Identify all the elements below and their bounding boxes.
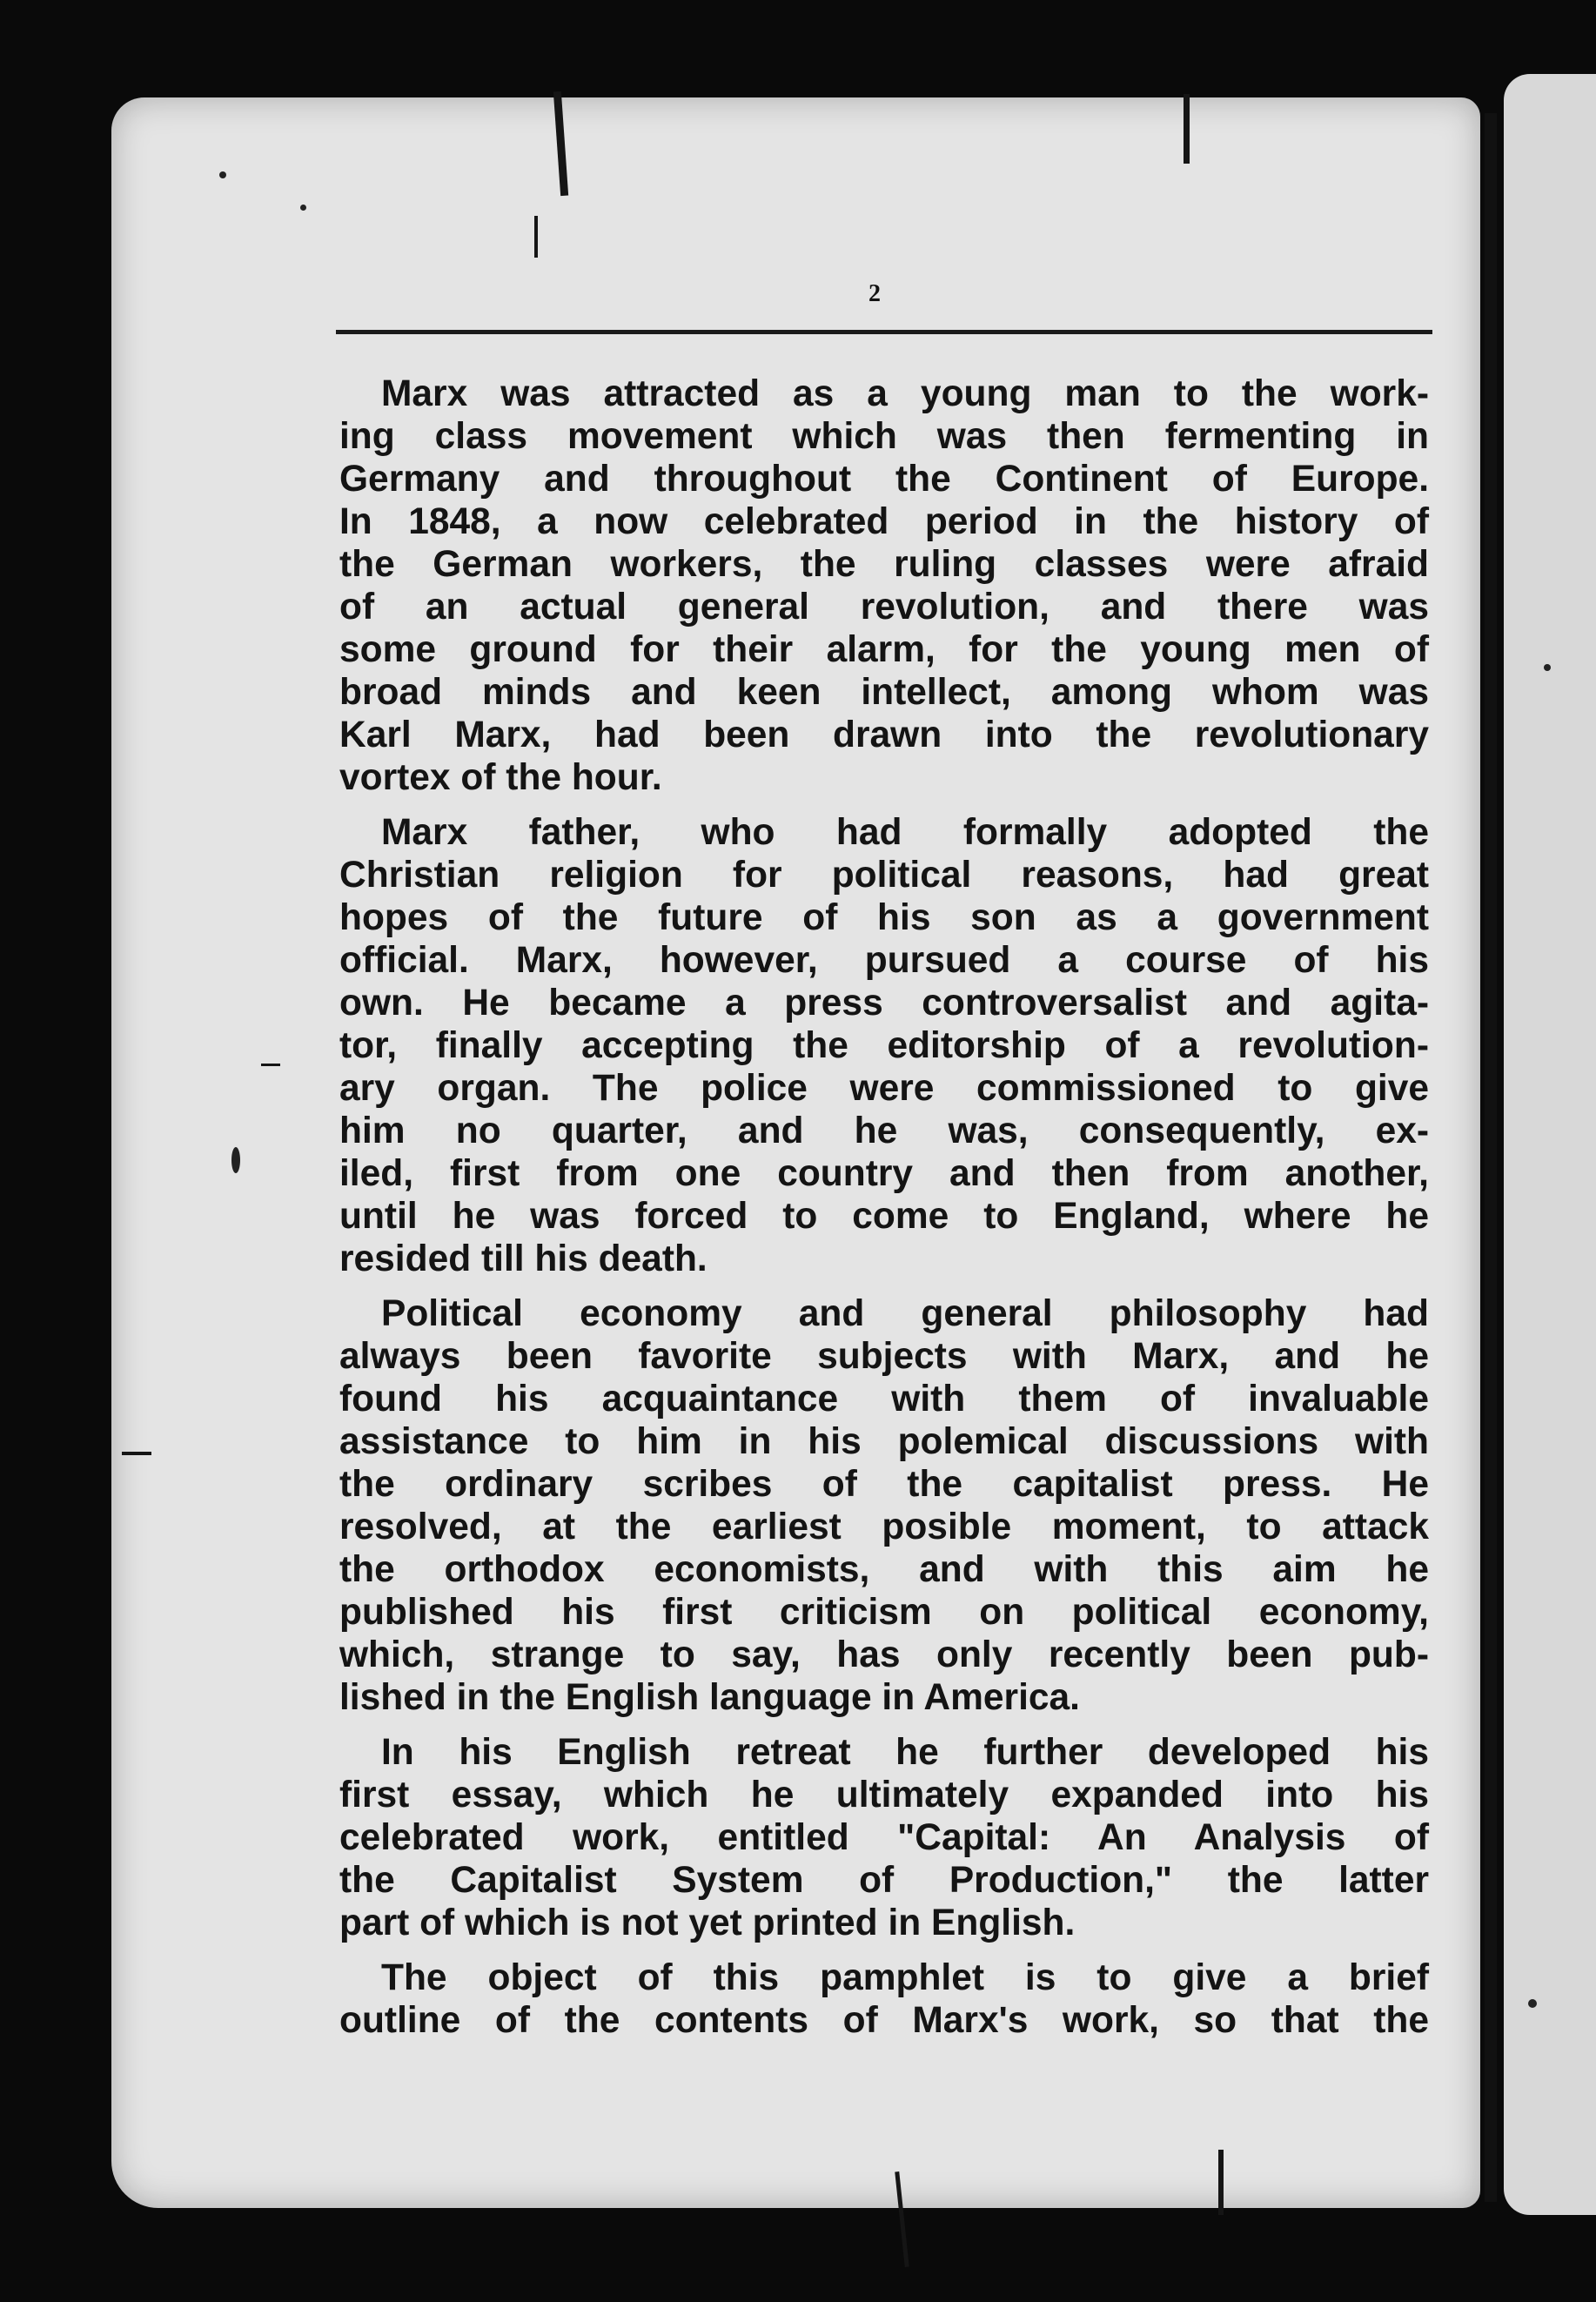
text-line: celebrated work, entitled "Capital: An Analysis of bbox=[339, 1817, 1429, 1858]
paragraph bbox=[339, 1292, 1429, 1719]
text-line: assistance to him in his polemical discussions with bbox=[339, 1421, 1429, 1462]
text-line: which, strange to say, has only recently been pub- bbox=[339, 1634, 1429, 1675]
text-line: hopes of the future of his son as a government bbox=[339, 897, 1429, 938]
paragraph bbox=[339, 1731, 1429, 1944]
text-line: The object of this pamphlet is to give a brief bbox=[381, 1957, 1429, 1998]
ink-speck bbox=[1544, 664, 1551, 671]
text-line: ing class movement which was then fermenting in bbox=[339, 416, 1429, 457]
ink-speck bbox=[231, 1147, 240, 1173]
text-line: always been favorite subjects with Marx, and he bbox=[339, 1336, 1429, 1377]
text-line: Marx was attracted as a young man to the work- bbox=[381, 373, 1429, 414]
text-line: resided till his death. bbox=[339, 1238, 707, 1279]
ink-speck bbox=[300, 205, 306, 211]
scan-mark bbox=[1218, 2150, 1224, 2215]
text-line: In 1848, a now celebrated period in the history of bbox=[339, 501, 1429, 542]
scan-mark bbox=[534, 216, 538, 258]
adjacent-page-edge bbox=[1504, 74, 1596, 2215]
text-line: ary organ. The police were commissioned to give bbox=[339, 1068, 1429, 1109]
paragraph bbox=[339, 811, 1429, 1280]
text-line: Marx father, who had formally adopted the bbox=[381, 812, 1429, 853]
text-line: vortex of the hour. bbox=[339, 757, 662, 798]
scan-mark bbox=[1184, 94, 1190, 164]
text-line: official. Marx, however, pursued a course of his bbox=[339, 940, 1429, 981]
scan-mark bbox=[261, 1064, 280, 1066]
text-line: Christian religion for political reasons, had great bbox=[339, 855, 1429, 896]
text-line: published his first criticism on political economy, bbox=[339, 1592, 1429, 1633]
page-number: 2 bbox=[868, 280, 881, 307]
header-rule bbox=[336, 330, 1432, 334]
text-line: In his English retreat he further developed his bbox=[381, 1732, 1429, 1773]
page-spine bbox=[1485, 113, 1497, 2202]
text-line: the German workers, the ruling classes were afraid bbox=[339, 544, 1429, 585]
text-line: found his acquaintance with them of invaluable bbox=[339, 1379, 1429, 1419]
text-line: the ordinary scribes of the capitalist press. He bbox=[339, 1464, 1429, 1505]
ink-speck bbox=[219, 171, 226, 178]
text-line: broad minds and keen intellect, among whom was bbox=[339, 672, 1429, 713]
text-line: Political economy and general philosophy had bbox=[381, 1293, 1429, 1334]
text-line: first essay, which he ultimately expanded into his bbox=[339, 1775, 1429, 1815]
text-line: of an actual general revolution, and there was bbox=[339, 587, 1429, 628]
scan-mark bbox=[122, 1452, 151, 1455]
text-line: Karl Marx, had been drawn into the revolutionary bbox=[339, 715, 1429, 755]
ink-speck bbox=[1528, 1999, 1537, 2008]
text-line: lished in the English language in America. bbox=[339, 1677, 1080, 1718]
text-line: resolved, at the earliest posible moment, to attack bbox=[339, 1507, 1429, 1547]
text-line: the orthodox economists, and with this aim he bbox=[339, 1549, 1429, 1590]
text-line: tor, finally accepting the editorship of a revolution- bbox=[339, 1025, 1429, 1066]
body-text bbox=[339, 372, 1429, 2054]
text-line: the Capitalist System of Production," the latter bbox=[339, 1860, 1429, 1901]
text-line: Germany and throughout the Continent of Europe. bbox=[339, 459, 1429, 500]
paragraph bbox=[339, 1956, 1429, 2042]
text-line: iled, first from one country and then from another, bbox=[339, 1153, 1429, 1194]
text-line: some ground for their alarm, for the young men of bbox=[339, 629, 1429, 670]
text-line: own. He became a press controversalist and agita- bbox=[339, 983, 1429, 1023]
paragraph bbox=[339, 372, 1429, 799]
text-line: him no quarter, and he was, consequently, ex- bbox=[339, 1111, 1429, 1151]
text-line: part of which is not yet printed in English. bbox=[339, 1903, 1076, 1943]
text-line: outline of the contents of Marx's work, so that the bbox=[339, 2000, 1429, 2041]
text-line: until he was forced to come to England, where he bbox=[339, 1196, 1429, 1237]
